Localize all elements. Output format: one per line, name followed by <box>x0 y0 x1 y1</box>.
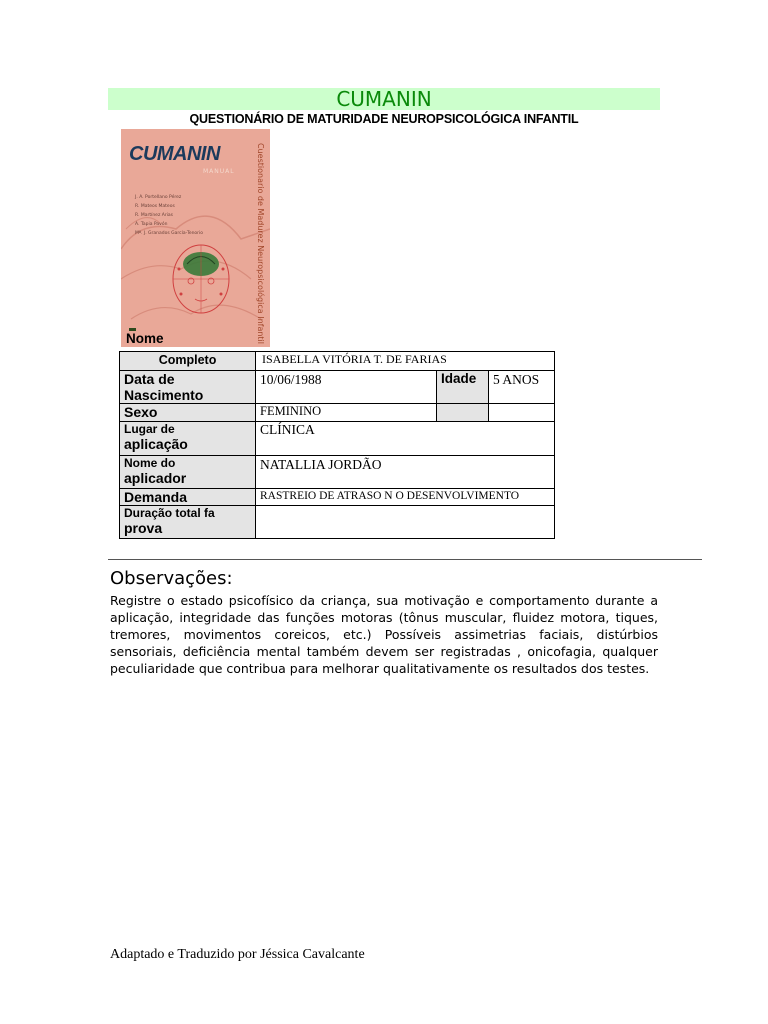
demanda-field[interactable]: RASTREIO DE ATRASO N O DESENVOLVIMENTO <box>256 489 555 506</box>
idade-label: Idade <box>437 371 489 404</box>
observacoes-text: Registre o estado psicofísico da criança, sua motivação e comportamento durante a aplicação, integridade das funções motoras (tônus muscular, fluidez motora, tiques, tremores, movimentos coreicos, etc.) Possíveis assimetrias faciais, distúrbios sensoriais, deficiência mental também devem ser registradas , onicofagia, qualquer peculiaridade que contribua para melhorar qualitativamente os resultados dos testes. <box>110 593 658 676</box>
completo-label: Completo <box>120 352 256 371</box>
cover-author: Mª. J. Granados García-Tenorio <box>135 231 204 236</box>
idade-field[interactable]: 5 ANOS <box>489 371 555 404</box>
demanda-label: Demanda <box>120 489 256 506</box>
row-sexo <box>120 404 555 422</box>
lugar-label <box>120 422 256 456</box>
duracao-label-line1: Duração total fa <box>124 506 215 520</box>
manual-cover-image <box>121 129 270 347</box>
cover-author: A. Tapia Pavón <box>135 222 168 227</box>
row-nome-completo <box>120 352 555 371</box>
row-aplicador <box>120 456 555 489</box>
lugar-aplicacao-field[interactable]: CLÍNICA <box>256 422 555 456</box>
identification-form <box>119 351 555 539</box>
lugar-label-line2: aplicação <box>124 436 188 452</box>
nascimento-label <box>120 371 256 404</box>
sexo-field[interactable]: FEMININO <box>256 404 437 422</box>
row-duracao <box>120 506 555 539</box>
aplicador-label-line1: Nome do <box>124 456 176 470</box>
data-nascimento-field[interactable]: 10/06/1988 <box>256 371 437 404</box>
nascimento-label-line2: Nascimento <box>124 387 204 403</box>
nome-label: Nome <box>126 331 164 346</box>
observacoes-heading: Observações: <box>110 568 233 589</box>
document-subtitle: QUESTIONÁRIO DE MATURIDADE NEUROPSICOLÓGICA INFANTIL <box>189 112 579 126</box>
duracao-label <box>120 506 256 539</box>
lugar-label-line1: Lugar de <box>124 422 175 436</box>
cover-author: J. A. Portellano Pérez <box>135 195 182 200</box>
aplicador-label <box>120 456 256 489</box>
cover-author: R. Martínez Arias <box>135 213 174 218</box>
aplicador-label-line2: aplicador <box>124 470 187 486</box>
row-nascimento <box>120 371 555 404</box>
nome-aplicador-field[interactable]: NATALLIA JORDÃO <box>256 456 555 489</box>
footer-credit: Adaptado e Traduzido por Jéssica Cavalcante <box>110 947 365 962</box>
sexo-extra-field[interactable] <box>489 404 555 422</box>
duracao-field[interactable] <box>256 506 555 539</box>
duracao-label-line2: prova <box>124 520 163 536</box>
cover-vertical-title: Cuestionario de Madurez Neuropsicológica Infantil <box>256 143 265 345</box>
cover-title: CUMANIN <box>129 143 220 165</box>
cover-subtitle: MANUAL <box>203 168 235 175</box>
section-divider <box>108 559 702 560</box>
row-demanda <box>120 489 555 506</box>
cover-authors <box>135 193 203 238</box>
nome-completo-field[interactable]: ISABELLA VITÓRIA T. DE FARIAS <box>256 352 555 371</box>
sexo-label: Sexo <box>120 404 256 422</box>
sexo-extra-label <box>437 404 489 422</box>
cover-author: R. Mateos Mateos <box>135 204 175 209</box>
row-lugar <box>120 422 555 456</box>
nascimento-label-line1: Data de <box>124 371 175 387</box>
document-title: CUMANIN <box>108 88 660 110</box>
